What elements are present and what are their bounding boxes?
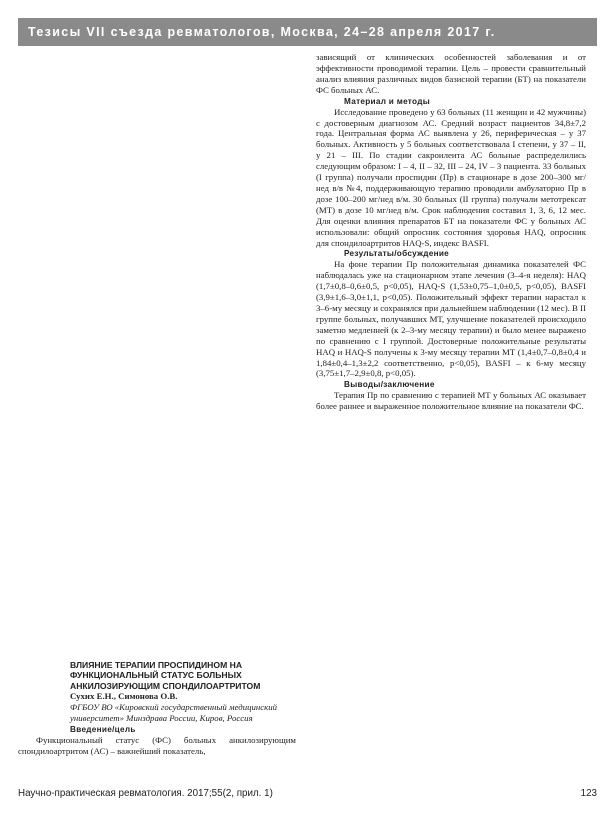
results-paragraph: На фоне терапии Пр положительная динамика показателей ФС наблюдалась уже на стационарном этапе лечения (3–4-я неделя): HAQ (1,7±0,8–0,6±0,5, р<0,05), HAQ-S (1,53±0,75–1,0±0,5, р<0,05), BASFI (3,9±1,6–3,0±1,1, р<0,05). Положительный эффект терапии нарастал к 3–6-му месяцу и сохранялся при дальнейшем наблюдении (12 мес). В II группе больных, получавших МТ, улучшение показателей происходило заметно медленней (к 2–3-му месяцу терапии) и было менее выражено по сравнению с I группой. Достоверные положительные результаты HAQ и HAQ-S получены к 3-му месяцу терапии МТ (1,4±0,7–0,8±0,4 и 1,84±0,4–1,3±2,2 соответственно, р<0,05), BASFI – к 6-му месяцу (3,75±1,7–2,9±0,8, р<0,05). [316, 259, 586, 379]
methods-paragraph: Исследование проведено у 63 больных (11 женщин и 42 мужчины) с достоверным диагнозом АС. Средний возраст пациентов 34,8±7,2 года. Центральная форма АС выявлена у 26, периферическая – у 37 больных. Активность у 5 больных соответствовала I степени, у 37 – II, у 21 – III. По стадии сакроилеита АС больные распределились следующим образом: I – 4, II – 32, III – 24, IV – 3 пациента. 33 больных (I группа) получали проспидин (Пр) в стационаре в дозе 200–300 мг/нед в/в №4, поддерживающую терапию проводили амбулаторно Пр в дозе 100–200 мг/нед в/м. 30 больных (II группа) получали метотрексат (МТ) в дозе 10 мг/нед в/м. Срок наблюдения составил 1, 3, 6, 12 мес. Для оценки влияния препаратов БТ на показатели ФС у больных АС использовали: общий опросник состояния здоровья HAQ, опросник для спондилоартритов HAQ-S, индекс BASFI. [316, 106, 586, 248]
article-affiliation: ФГБОУ ВО «Кировский государственный медицинский университет» Минздрава России, Киров, Россия [70, 702, 278, 724]
intro-continuation: зависящий от клинических особенностей заболевания и от эффективности проводимой терапии. Цель – провести сравнительный анализ влияния различных видов базисной терапии (БТ) на показатели ФС больных АС. [316, 52, 586, 95]
methods-heading: Материал и методы [344, 96, 430, 106]
left-column [18, 660, 296, 757]
intro-paragraph: Функциональный статус (ФС) больных анкилозирующим спондилоартритом (АС) – важнейший показатель, [18, 735, 296, 756]
page-number: 123 [580, 788, 597, 799]
header-title: Тезисы VII съезда ревматологов, Москва, 24–28 апреля 2017 г. [28, 25, 496, 39]
footer-journal: Научно-практическая ревматология. 2017;55(2, прил. 1) [18, 788, 273, 799]
page-header-banner [18, 18, 597, 46]
article-authors: Сухих Е.Н., Симонова О.В. [70, 691, 178, 702]
right-column [316, 52, 586, 412]
results-heading: Результаты/обсуждение [344, 249, 450, 259]
conclusions-heading: Выводы/заключение [344, 380, 435, 390]
conclusions-paragraph: Терапия Пр по сравнению с терапией МТ у больных АС оказывает более раннее и выраженное положительное влияние на показатели ФС. [316, 390, 586, 412]
page-footer [18, 788, 597, 799]
article-title: ВЛИЯНИЕ ТЕРАПИИ ПРОСПИДИНОМ НА ФУНКЦИОНАЛЬНЫЙ СТАТУС БОЛЬНЫХ АНКИЛОЗИРУЮЩИМ СПОНДИЛОАРТРИТОМ [70, 660, 261, 691]
intro-heading: Введение/цель [70, 725, 136, 735]
